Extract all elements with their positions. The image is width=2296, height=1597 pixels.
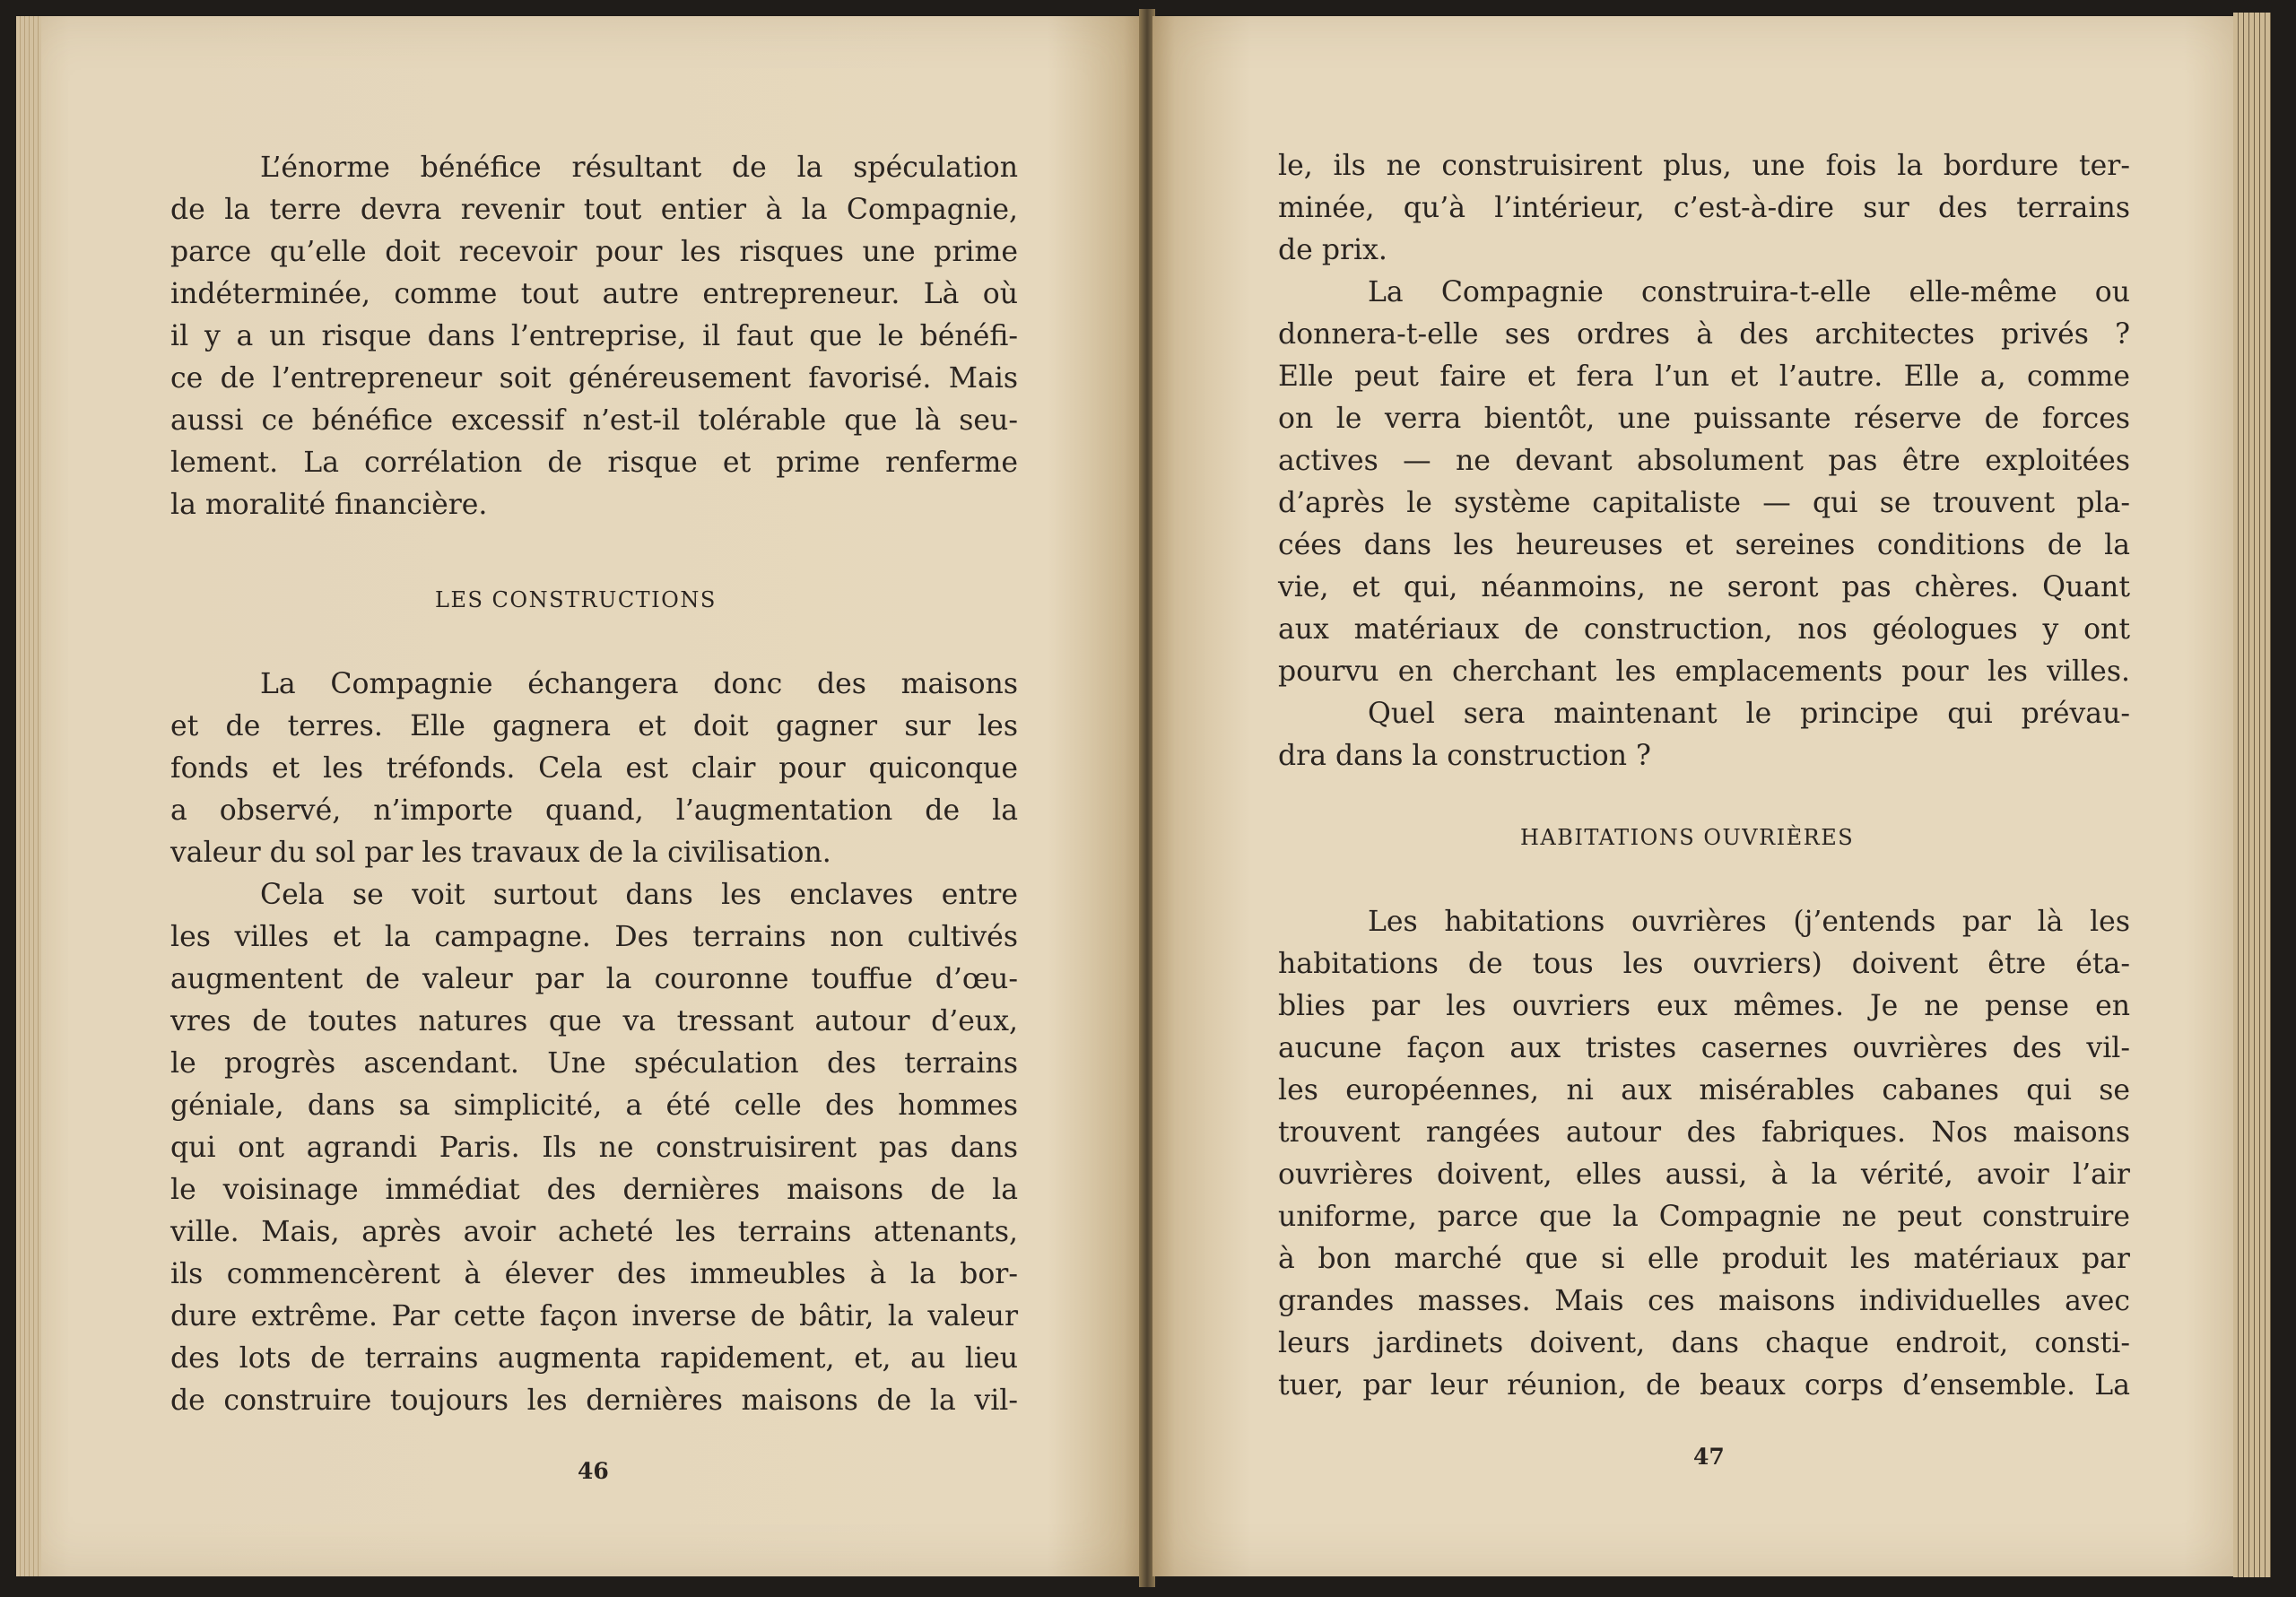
text-line: Les habitations ouvrières (j’entends par là les [1368,906,2130,938]
text-line: et de terres. Elle gagnera et doit gagner sur les [170,710,1018,742]
text-line: habitations de tous les ouvriers) doivent être éta- [1278,948,2130,980]
text-line: ouvrières doivent, elles aussi, à la vérité, avoir l’air [1278,1159,2130,1191]
section-heading-constructions: LES CONSTRUCTIONS [435,587,717,612]
right-paragraph-4 [1278,901,2130,1407]
right-paragraph-2 [1278,272,2130,693]
text-line: qui ont agrandi Paris. Ils ne construisirent pas dans [170,1132,1018,1164]
text-line: indéterminée, comme tout autre entrepreneur. Là où [170,278,1018,310]
text-line: tuer, par leur réunion, de beaux corps d’ensemble. La [1278,1369,2130,1402]
text-line: leurs jardinets doivent, dans chaque endroit, consti- [1278,1327,2130,1359]
text-line: donnera-t-elle ses ordres à des architectes privés ? [1278,318,2130,351]
text-line: le voisinage immédiat des dernières maisons de la [170,1174,1018,1206]
text-line: L’énorme bénéfice résultant de la spéculation [260,152,1018,184]
text-line: ce de l’entrepreneur soit généreusement favorisé. Mais [170,362,1018,395]
text-line: actives — ne devant absolument pas être exploitées [1278,445,2130,477]
text-line: ils commencèrent à élever des immeubles à la bor- [170,1258,1018,1290]
text-line: les européennes, ni aux misérables cabanes qui se [1278,1074,2130,1107]
text-line: dra dans la construction ? [1278,740,1651,772]
text-line: uniforme, parce que la Compagnie ne peut construire [1278,1201,2130,1233]
text-line: vie, et qui, néanmoins, ne seront pas chères. Quant [1278,571,2130,603]
text-line: cées dans les heureuses et sereines conditions de la [1278,529,2130,561]
text-line: Cela se voit surtout dans les enclaves entre [260,879,1018,911]
text-line: parce qu’elle doit recevoir pour les risques une prime [170,236,1018,268]
page-number-right: 47 [1693,1444,1725,1470]
text-line: vres de toutes natures que va tressant autour d’eux, [170,1005,1018,1037]
text-line: Elle peut faire et fera l’un et l’autre. Elle a, comme [1278,360,2130,393]
text-line: La Compagnie construira-t-elle elle-même ou [1368,276,2130,308]
text-line: blies par les ouvriers eux mêmes. Je ne pense en [1278,990,2130,1022]
left-paragraph-1 [170,147,1018,526]
text-line: grandes masses. Mais ces maisons individuelles avec [1278,1285,2130,1317]
text-line: on le verra bientôt, une puissante réserve de forces [1278,403,2130,435]
text-line: aussi ce bénéfice excessif n’est-il tolérable que là seu- [170,404,1018,437]
text-line: lement. La corrélation de risque et prime renferme [170,447,1018,479]
text-line: il y a un risque dans l’entreprise, il faut que le bénéfi- [170,320,1018,352]
text-line: valeur du sol par les travaux de la civilisation. [170,837,831,869]
text-line: ville. Mais, après avoir acheté les terrains attenants, [170,1216,1018,1248]
text-line: à bon marché que si elle produit les matériaux par [1278,1243,2130,1275]
text-line: le progrès ascendant. Une spéculation des terrains [170,1047,1018,1080]
left-page-edges [16,16,41,1576]
text-line: trouvent rangées autour des fabriques. Nos maisons [1278,1116,2130,1149]
page-number-left: 46 [578,1458,609,1484]
text-line: de construire toujours les dernières maisons de la vil- [170,1384,1018,1417]
right-page-edges [2233,13,2271,1577]
text-line: La Compagnie échangera donc des maisons [260,668,1018,700]
text-line: dure extrême. Par cette façon inverse de bâtir, la valeur [170,1300,1018,1332]
text-line: pourvu en cherchant les emplacements pour les villes. [1278,655,2130,688]
text-line: augmentent de valeur par la couronne touffue d’œu- [170,963,1018,995]
text-line: Quel sera maintenant le principe qui prévau- [1368,698,2130,730]
right-paragraph-1 [1278,145,2130,272]
text-line: les villes et la campagne. Des terrains non cultivés [170,921,1018,953]
text-line: fonds et les tréfonds. Cela est clair pour quiconque [170,752,1018,785]
text-line: géniale, dans sa simplicité, a été celle des hommes [170,1089,1018,1122]
text-line: aucune façon aux tristes casernes ouvrières des vil- [1278,1032,2130,1064]
text-line: a observé, n’importe quand, l’augmentation de la [170,794,1018,827]
text-line: d’après le système capitaliste — qui se trouvent pla- [1278,487,2130,519]
text-line: minée, qu’à l’intérieur, c’est-à-dire sur des terrains [1278,192,2130,224]
text-line: des lots de terrains augmenta rapidement, et, au lieu [170,1342,1018,1375]
text-line: la moralité financière. [170,489,488,521]
text-line: aux matériaux de construction, nos géologues y ont [1278,613,2130,646]
right-paragraph-3 [1278,693,2130,777]
text-line: de prix. [1278,234,1387,266]
text-line: le, ils ne construisirent plus, une fois la bordure ter- [1278,150,2130,182]
section-heading-habitations: HABITATIONS OUVRIÈRES [1520,825,1855,850]
left-paragraph-2 [170,664,1018,874]
left-paragraph-3 [170,874,1018,1422]
text-line: de la terre devra revenir tout entier à la Compagnie, [170,194,1018,226]
